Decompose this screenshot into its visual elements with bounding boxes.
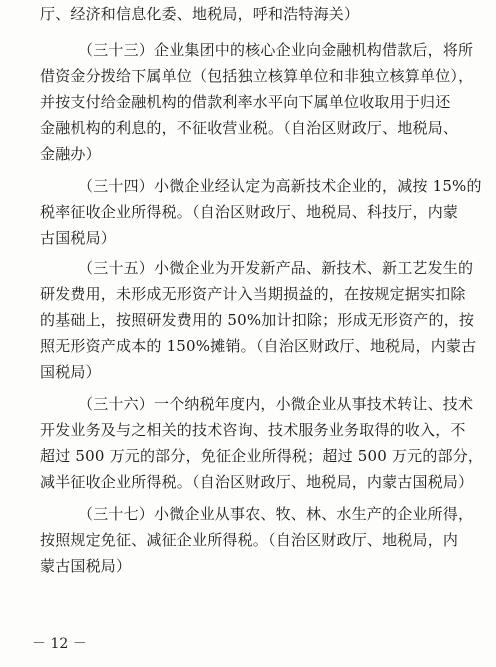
paragraph-33-line-2: 借资金分拨给下属单位（包括独立核算单位和非独立核算单位），: [40, 67, 474, 85]
paragraph-37-line-1: （三十七）小微企业从事农、牧、林、水生产的企业所得，: [78, 505, 474, 523]
paragraph-36-line-2: 开发业务及与之相关的技术咨询、技术服务业务取得的收入，不: [40, 421, 466, 439]
paragraph-37-line-2: 按照规定免征、减征企业所得税。（自治区财政厅、地税局，内: [40, 531, 459, 549]
paragraph-37-line-3: 蒙古国税局）: [40, 557, 132, 575]
paragraph-33-line-1: （三十三）企业集团中的核心企业向金融机构借款后，将所: [78, 41, 474, 59]
paragraph-33-line-4: 金融机构的利息的，不征收营业税。（自治区财政厅、地税局、: [40, 119, 459, 137]
paragraph-33-line-3: 并按支付给金融机构的借款利率水平向下属单位收取用于归还: [40, 93, 451, 111]
paragraph-36-line-1: （三十六）一个纳税年度内，小微企业从事技术转让、技术: [78, 395, 474, 413]
paragraph-34-line-3: 古国税局）: [40, 229, 117, 247]
paragraph-33-line-5: 金融办）: [40, 145, 101, 163]
paragraph-34-line-1: （三十四）小微企业经认定为高新技术企业的，减按 15%的: [78, 177, 482, 195]
paragraph-35-line-2: 研发费用，未形成无形资产计入当期损益的，在按规定据实扣除: [40, 285, 466, 303]
page-number: － 12 －: [32, 636, 87, 652]
paragraph-35-line-4: 照无形资产成本的 150%摊销。（自治区财政厅、地税局，内蒙古: [40, 337, 477, 355]
body-text-line: 厅、经济和信息化委、地税局，呼和浩特海关）: [40, 5, 360, 23]
paragraph-34-line-2: 税率征收企业所得税。（自治区财政厅、地税局、科技厅，内蒙: [40, 203, 459, 221]
paragraph-36-line-3: 超过 500 万元的部分，免征企业所得税；超过 500 万元的部分，: [40, 447, 484, 465]
paragraph-35-line-1: （三十五）小微企业为开发新产品、新技术、新工艺发生的: [78, 259, 474, 277]
paragraph-35-line-5: 国税局）: [40, 363, 101, 381]
paragraph-36-line-4: 减半征收企业所得税。（自治区财政厅、地税局，内蒙古国税局）: [40, 473, 474, 491]
paragraph-35-line-3: 的基础上，按照研发费用的 50%加计扣除；形成无形资产的，按: [40, 311, 475, 329]
